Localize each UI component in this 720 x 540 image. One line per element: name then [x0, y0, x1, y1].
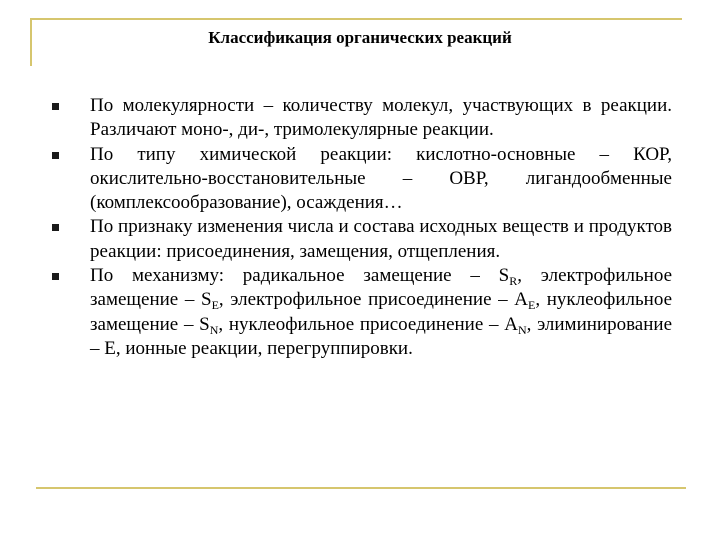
square-bullet-icon: [52, 152, 59, 159]
subscript: E: [528, 298, 536, 313]
subscript: N: [517, 322, 527, 337]
frame-top-line: [30, 18, 682, 20]
item-text: , элиминирование – E, ионные реакции, перегруппировки.: [90, 313, 673, 359]
slide-title: Классификация органических реакций: [208, 28, 512, 47]
list-item-composition-change: [52, 215, 672, 264]
item-text: , электрофильное присоединение – A: [218, 289, 528, 311]
subscript: N: [209, 322, 219, 337]
item-text: По типу химической реакции: кислотно-основные – КОР, окислительно-восстановительные – ОВР, лигандообменные (комплексообразование), осаждения…: [90, 143, 672, 214]
item-text: По молекулярности – количеству молекул, участвующих в реакции. Различают моно-, ди-, тримолекулярные реакции.: [90, 95, 672, 141]
subscript: R: [509, 274, 518, 289]
list-item-reaction-type: [52, 143, 672, 216]
item-text: , нуклеофильное замещение – S: [90, 289, 672, 335]
list-item-molecularity: [52, 94, 672, 143]
square-bullet-icon: [52, 224, 59, 231]
item-text: По механизму: радикальное замещение – S: [90, 265, 510, 287]
item-text: , электрофильное замещение – S: [90, 265, 672, 311]
bullet-list: [52, 94, 672, 361]
square-bullet-icon: [52, 273, 59, 280]
list-item-mechanism: [52, 264, 672, 361]
subscript: E: [211, 298, 219, 313]
frame-bottom-line: [36, 487, 686, 489]
square-bullet-icon: [52, 103, 59, 110]
item-text: По признаку изменения числа и состава исходных веществ и продуктов реакции: присоединения, замещения, отщепления.: [90, 216, 672, 262]
item-text: , нуклеофильное присоединение – A: [218, 313, 518, 335]
